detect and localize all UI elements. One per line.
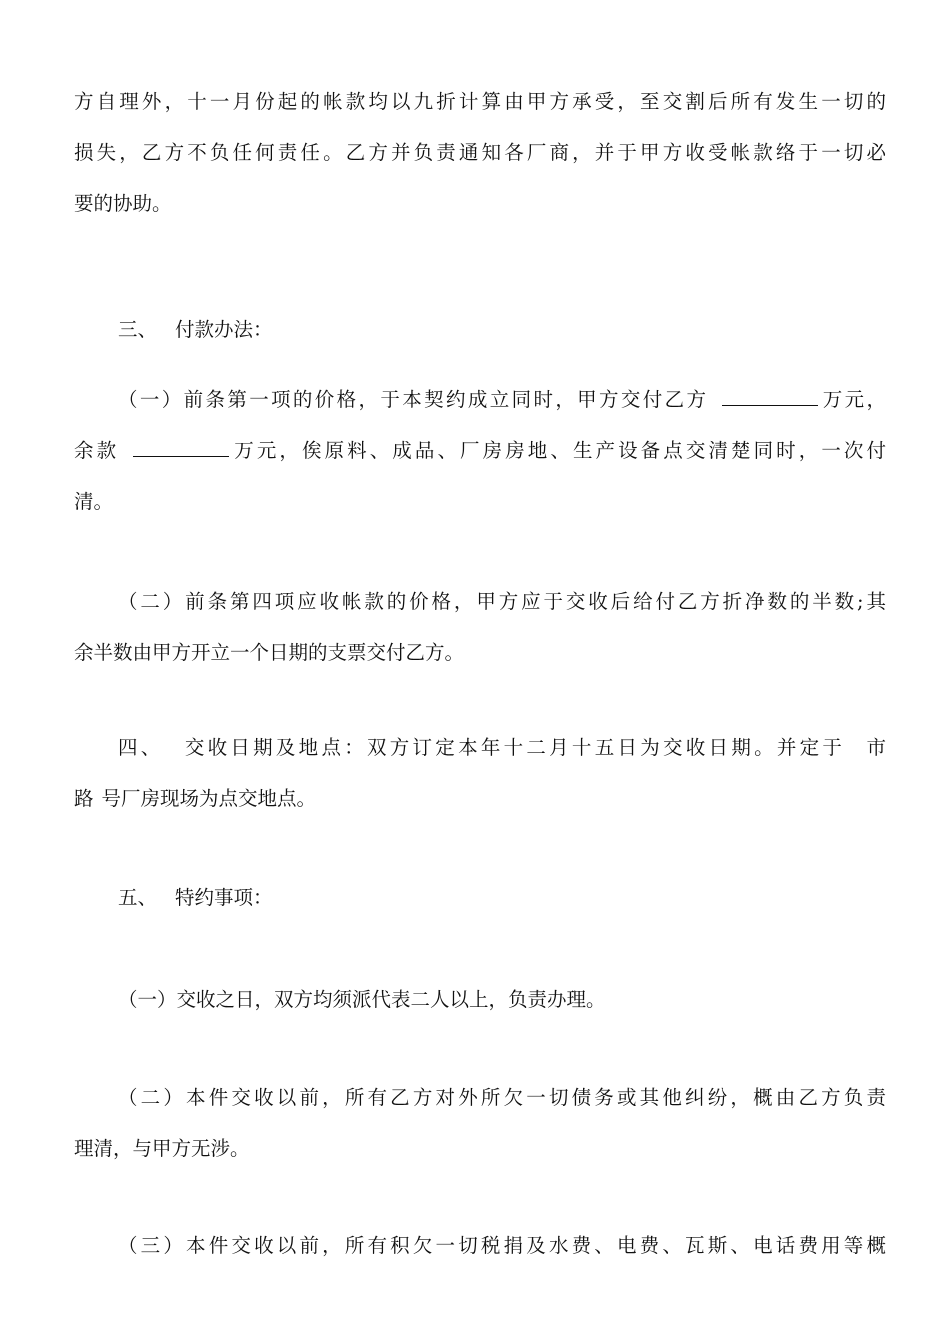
- fill-in-blank: [722, 387, 818, 406]
- paragraph-payment-1: [74, 374, 886, 527]
- text-line: （三）本件交收以前，所有积欠一切税捐及水费、电费、瓦斯、电话费用等概: [118, 1234, 886, 1257]
- paragraph-special-3: [74, 1220, 886, 1271]
- section-number: 五、: [118, 886, 158, 909]
- section-title: 付款办法：: [175, 318, 273, 341]
- text-line: 清。: [74, 490, 114, 513]
- section-title: 特约事项：: [175, 886, 273, 909]
- text-line: （一）前条第一项的价格，于本契约成立同时，甲方交付乙方 万元，: [118, 388, 886, 411]
- paragraph-special-1: [74, 974, 886, 1025]
- text-line: （二）本件交收以前，所有乙方对外所欠一切债务或其他纠纷，概由乙方负责: [118, 1086, 886, 1109]
- text-line: 要的协助。: [74, 192, 172, 215]
- text-line: 路 号厂房现场为点交地点。: [74, 787, 317, 810]
- text-line: （一）交收之日，双方均须派代表二人以上，负责办理。: [118, 988, 606, 1011]
- text-line: 四、 交收日期及地点：双方订定本年十二月十五日为交收日期。并定于 市: [118, 736, 886, 759]
- fill-in-blank: [133, 438, 229, 457]
- section-heading-4: [74, 722, 886, 824]
- text-line: 损失，乙方不负任何责任。乙方并负责通知各厂商，并于甲方收受帐款络于一切必: [74, 141, 886, 164]
- text-line: 理清，与甲方无涉。: [74, 1137, 250, 1160]
- section-heading-5: [74, 872, 886, 923]
- paragraph-continuation: [74, 76, 886, 229]
- paragraph-special-2: [74, 1072, 886, 1174]
- text-line: [74, 304, 886, 355]
- section-heading-3: [74, 304, 886, 355]
- text-line: 方自理外，十一月份起的帐款均以九折计算由甲方承受，至交割后所有发生一切的: [74, 90, 886, 113]
- text-line: 余半数由甲方开立一个日期的支票交付乙方。: [74, 641, 465, 664]
- text-line: （二）前条第四项应收帐款的价格，甲方应于交收后给付乙方折净数的半数;其: [118, 590, 886, 613]
- section-number: 四、: [118, 736, 164, 759]
- paragraph-payment-2: [74, 576, 886, 678]
- text-line: 余款 万元，俟原料、成品、厂房房地、生产设备点交清楚同时，一次付: [74, 439, 886, 462]
- text-line: [74, 872, 886, 923]
- section-number: 三、: [118, 318, 158, 341]
